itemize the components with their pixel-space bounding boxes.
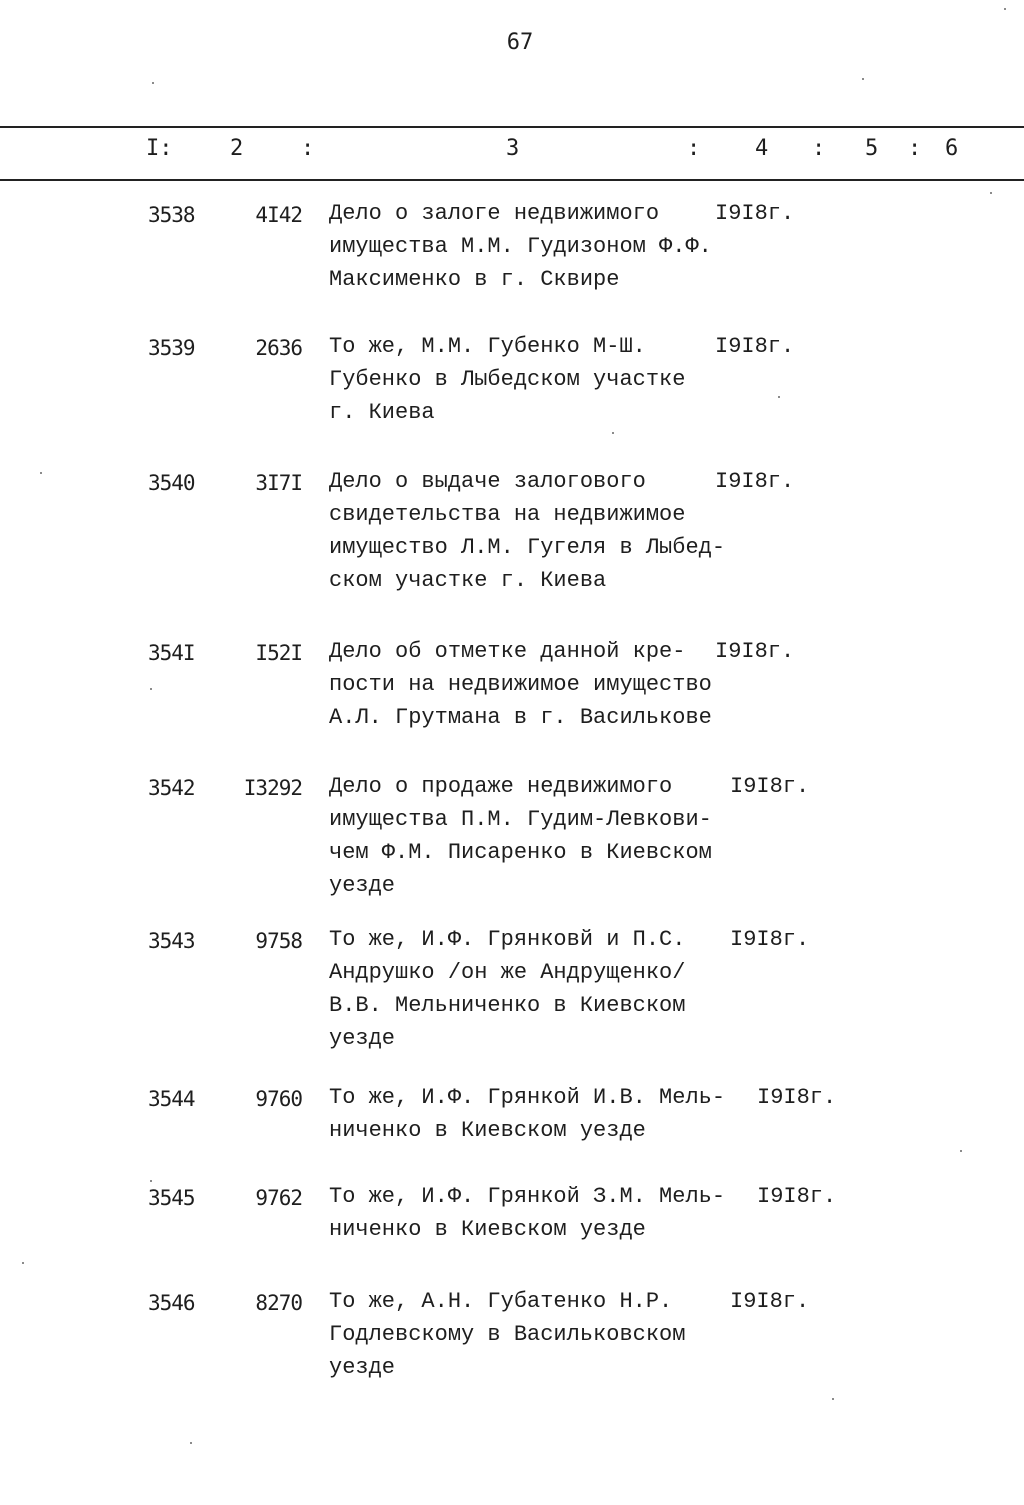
description-line: То же, И.Ф. Грянкой З.М. Мель- — [329, 1184, 726, 1209]
old-number: 2636 — [255, 336, 302, 360]
description-line: То же, И.Ф. Грянкой И.В. Мель- — [329, 1085, 726, 1110]
old-number: 9758 — [255, 929, 302, 953]
scan-speck — [150, 688, 152, 690]
description-line: Дело о продаже недвижимого — [329, 774, 673, 799]
page-number: 67 — [506, 30, 534, 55]
description-line: А.Л. Грутмана в г. Василькове — [329, 705, 712, 730]
description-line: Дело о выдаче залогового — [329, 469, 646, 494]
description-line: Максименко в г. Сквире — [329, 267, 620, 292]
inventory-number: 3545 — [148, 1186, 195, 1210]
description-line: свидетельства на недвижимое — [329, 502, 686, 527]
entry-year: I9I8г. — [715, 469, 795, 494]
old-number: I3292 — [243, 776, 302, 800]
header-separator: : — [301, 136, 315, 161]
header-separator: : — [687, 136, 701, 161]
description-line: ниченко в Киевском уезде — [329, 1217, 646, 1242]
scan-speck — [152, 82, 154, 84]
scan-speck — [990, 192, 992, 194]
scan-speck — [862, 78, 864, 80]
inventory-number: 3538 — [148, 203, 195, 227]
old-number: 8270 — [255, 1291, 302, 1315]
header-col-3: 3 — [506, 136, 520, 161]
description-line: В.В. Мельниченко в Киевском — [329, 993, 686, 1018]
description-line: пости на недвижимое имущество — [329, 672, 712, 697]
description-line: имущества П.М. Гудим-Левкови- — [329, 807, 712, 832]
description-line: чем Ф.М. Писаренко в Киевском — [329, 840, 712, 865]
old-number: 3I7I — [255, 471, 302, 495]
inventory-number: 3539 — [148, 336, 195, 360]
header-col-4: 4 — [755, 136, 769, 161]
inventory-number: 3540 — [148, 471, 195, 495]
header-col-6: 6 — [945, 136, 959, 161]
entry-year: I9I8г. — [730, 1289, 810, 1314]
scan-speck — [22, 1262, 24, 1264]
description-line: ском участке г. Киева — [329, 568, 607, 593]
description-line: уезде — [329, 1355, 396, 1380]
header-col-2: 2 — [230, 136, 244, 161]
description-line: Дело об отметке данной кре- — [329, 639, 686, 664]
header-separator: : — [812, 136, 826, 161]
description-line: То же, И.Ф. Грянковй и П.С. — [329, 927, 686, 952]
header-col-5: 5 — [865, 136, 879, 161]
inventory-number: 354I — [148, 641, 195, 665]
entry-year: I9I8г. — [715, 201, 795, 226]
old-number: 9760 — [255, 1087, 302, 1111]
entry-year: I9I8г. — [730, 774, 810, 799]
old-number: I52I — [255, 641, 302, 665]
scan-speck — [190, 1442, 192, 1444]
inventory-number: 3546 — [148, 1291, 195, 1315]
scan-speck — [832, 1398, 834, 1400]
header-separator: : — [908, 136, 922, 161]
scan-speck — [960, 1150, 962, 1152]
entry-year: I9I8г. — [757, 1085, 837, 1110]
scan-speck — [40, 472, 42, 474]
scan-speck — [1004, 8, 1006, 10]
entry-year: I9I8г. — [715, 639, 795, 664]
header-top-rule — [0, 126, 1024, 128]
description-line: Губенко в Лыбедском участке — [329, 367, 686, 392]
scan-speck — [612, 432, 614, 434]
old-number: 4I42 — [255, 203, 302, 227]
header-bottom-rule — [0, 179, 1024, 181]
description-line: Андрушко /он же Андрущенко/ — [329, 960, 686, 985]
description-line: уезде — [329, 873, 396, 898]
header-col-1: I: — [146, 136, 173, 161]
scan-speck — [150, 1180, 152, 1182]
entry-year: I9I8г. — [757, 1184, 837, 1209]
description-line: Годлевскому в Васильковском — [329, 1322, 686, 1347]
entry-year: I9I8г. — [730, 927, 810, 952]
inventory-number: 3542 — [148, 776, 195, 800]
entry-year: I9I8г. — [715, 334, 795, 359]
description-line: Дело о залоге недвижимого — [329, 201, 660, 226]
description-line: ниченко в Киевском уезде — [329, 1118, 646, 1143]
description-line: То же, А.Н. Губатенко Н.Р. — [329, 1289, 673, 1314]
description-line: имущества М.М. Гудизоном Ф.Ф. — [329, 234, 712, 259]
old-number: 9762 — [255, 1186, 302, 1210]
description-line: уезде — [329, 1026, 396, 1051]
inventory-number: 3543 — [148, 929, 195, 953]
scan-speck — [778, 396, 780, 398]
description-line: г. Киева — [329, 400, 435, 425]
inventory-number: 3544 — [148, 1087, 195, 1111]
description-line: То же, М.М. Губенко М-Ш. — [329, 334, 646, 359]
description-line: имущество Л.М. Гугеля в Лыбед- — [329, 535, 726, 560]
